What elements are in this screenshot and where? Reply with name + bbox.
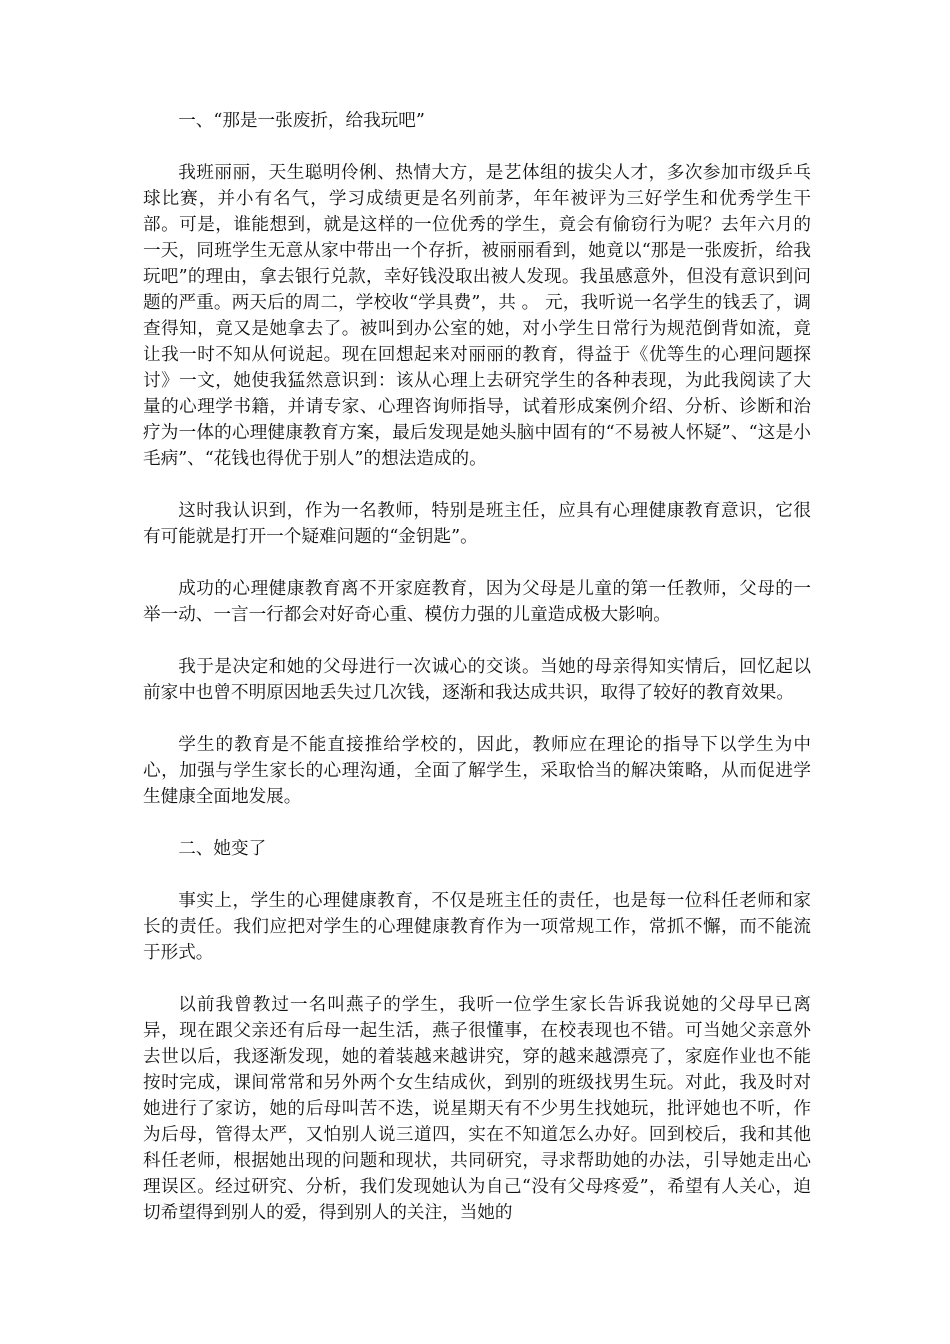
paragraph: 事实上，学生的心理健康教育，不仅是班主任的责任，也是每一位科任老师和家长的责任。我们应把对学生的心理健康教育作为一项常规工作，常抓不懈，而不能流于形式。 xyxy=(143,891,811,963)
document-page xyxy=(143,108,811,1252)
paragraph: 学生的教育是不能直接推给学校的，因此，教师应在理论的指导下以学生为中心，加强与学生家长的心理沟通，全面了解学生，采取恰当的解决策略，从而促进学生健康全面地发展。 xyxy=(143,735,811,807)
section-heading-2: 二、她变了 xyxy=(178,839,267,859)
section-heading-1: 一、“那是一张废折，给我玩吧” xyxy=(178,111,425,131)
paragraph: 成功的心理健康教育离不开家庭教育，因为父母是儿童的第一任教师，父母的一举一动、一言一行都会对好奇心重、模仿力强的儿童造成极大影响。 xyxy=(143,579,811,625)
paragraph: 我班丽丽，天生聪明伶俐、热情大方，是艺体组的拔尖人才，多次参加市级乒乓球比赛，并小有名气，学习成绩更是名列前茅，年年被评为三好学生和优秀学生干部。可是，谁能想到，就是这样的一位优秀的学生，竟会有偷窃行为呢？去年六月的一天，同班学生无意从家中带出一个存折，被丽丽看到，她竟以“那是一张废折，给我玩吧”的理由，拿去银行兑款，幸好钱没取出被人发现。我虽感意外，但没有意识到问题的严重。两天后的周二，学校收“学具费”，共 。 元，我听说一名学生的钱丢了，调查得知，竟又是她拿去了。被叫到办公室的她，对小学生日常行为规范倒背如流，竟让我一时不知从何说起。现在回想起来对丽丽的教育，得益于《优等生的心理问题探讨》一文，她使我猛然意识到：该从心理上去研究学生的各种表现，为此我阅读了大量的心理学书籍，并请专家、心理咨询师指导，试着形成案例介绍、分析、诊断和治疗为一体的心理健康教育方案，最后发现是她头脑中固有的“不易被人怀疑”、“这是小毛病”、“花钱也得优于别人”的想法造成的。 xyxy=(143,163,811,469)
paragraph: 这时我认识到，作为一名教师，特别是班主任，应具有心理健康教育意识，它很有可能就是打开一个疑难问题的“金钥匙”。 xyxy=(143,501,811,547)
paragraph: 以前我曾教过一名叫燕子的学生，我听一位学生家长告诉我说她的父母早已离异，现在跟父亲还有后母一起生活，燕子很懂事，在校表现也不错。可当她父亲意外去世以后，我逐渐发现，她的着装越来越讲究，穿的越来越漂亮了，家庭作业也不能按时完成，课间常常和另外两个女生结成伙，到别的班级找男生玩。对此，我及时对她进行了家访，她的后母叫苦不迭，说星期天有不少男生找她玩，批评她也不听，作为后母，管得太严，又怕别人说三道四，实在不知道怎么办好。回到校后，我和其他科任老师，根据她出现的问题和现状，共同研究，寻求帮助她的办法，引导她走出心理误区。经过研究、分析，我们发现她认为自己“没有父母疼爱”，希望有人关心，迫切希望得到别人的爱，得到别人的关注，当她的 xyxy=(143,995,811,1223)
paragraph: 我于是决定和她的父母进行一次诚心的交谈。当她的母亲得知实情后，回忆起以前家中也曾不明原因地丢失过几次钱，逐渐和我达成共识，取得了较好的教育效果。 xyxy=(143,657,811,703)
